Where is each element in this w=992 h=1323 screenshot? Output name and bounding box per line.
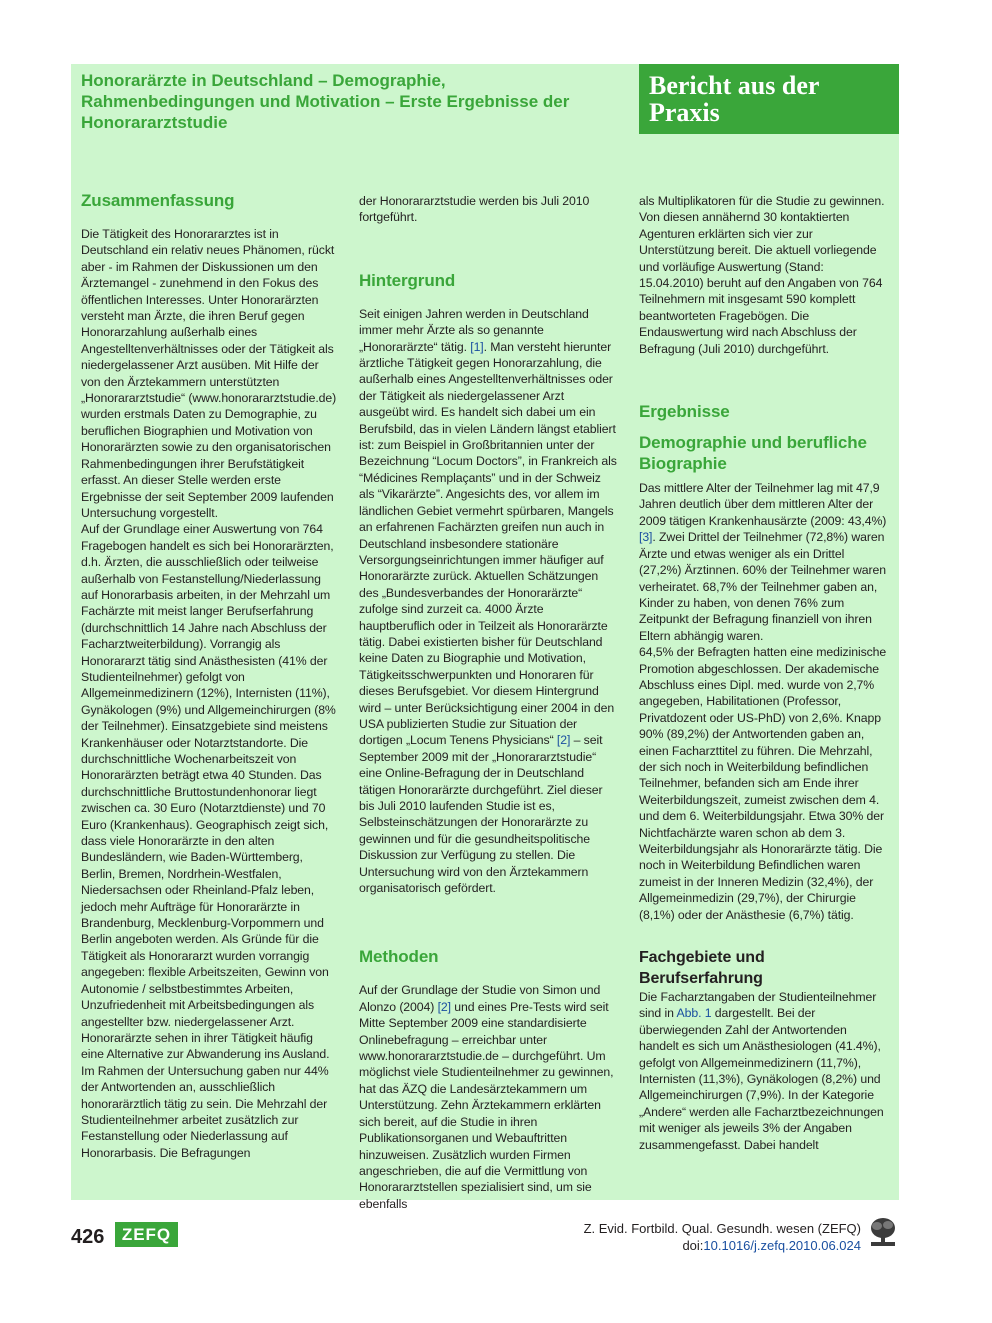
heading-demographie: Demographie und berufliche Biographie xyxy=(639,433,867,474)
heading-ergebnisse: Ergebnisse xyxy=(639,402,730,422)
section-label: Bericht aus der Praxis xyxy=(639,64,899,134)
demographie-paragraph-1: Das mittlere Alter der Teilnehmer lag mit 47,9 Jahren deutlich über dem mittleren Alter der 2009 tätigen Krankenhausärzte (2009: 43,4%) [3]. Zwei Drittel der Teilnehmer (72,8%) waren Ärzte und etwas weniger als ein Drittel (27,2%) Ärztinnen. 60% der Teilnehmer waren verheiratet. 68,7% der Teilnehmer gaben an, Kinder zu haben, von denen 76% zum Zeitpunkt der Befragung finanziell von ihren Eltern abhängig waren. xyxy=(639,481,887,643)
hintergrund-paragraph: Seit einigen Jahren werden in Deutschland immer mehr Ärzte als so genannte „Honorarärzte“ tätig. [1]. Man versteht hierunter ärztliche Tätigkeit gegen Honorarzahlung, die außerhalb eines Angestelltenverhältnisses oder der Tätigkeit als niedergelassener Arzt ausgeübt wird. Es handelt sich dabei um ein Berufsbild, das in vielen Ländern längst etabliert ist: zum Beispiel in Großbritannien unter der Bezeichnung “Locum Doctors”, in Frankreich als “Médicines Remplaçants” und in der Schweiz als “Vikarärzte”. Angesichts des, vor allem im ländlichen Gebiet vermehrt spürbaren, Mangels an erfahrenen Fachärzten greifen nun auch in Deutschland insbesondere stationäre Versorgungseinrichtungen immer häufiger auf Honorarärzte zurück. Aktuellen Schätzungen des „Bundesverbandes der Honorarärzte“ zufolge sind zurzeit ca. 4000 Ärzte hauptberuflich oder in Teilzeit als Honorarärzte tätig. Dabei existierten bisher für Deutschland keine Daten zu Biographie und Motivation, Tätigkeitsschwerpunkten und Honoraren für dieses Berufsgebiet. Vor diesem Hintergrund wird – unter Berücksichtigung einer 2004 in den USA publizierten Studie zur Situation der dortigen „Locum Tenens Physicians“ [2] – seit September 2009 mit der „Honorararztstudie“ eine Online-Befragung der in Deutschland tätigen Honorarärzte durchgeführt. Ziel dieser bis Juli 2010 laufenden Studie ist es, Selbsteinschätzungen der Honorarärzte zu gewinnen und für die gesundheitspolitische Diskussion zur Verfügung zu stellen. Die Untersuchung wird von den Ärztekammern organisatorisch gefördert. xyxy=(359,306,617,896)
journal-name: Z. Evid. Fortbild. Qual. Gesundh. wesen (ZEFQ) xyxy=(583,1221,861,1236)
reference-link-2b[interactable]: [2] xyxy=(437,999,451,1014)
journal-citation xyxy=(584,1220,861,1254)
column-2 xyxy=(359,193,617,1212)
figure-link-abb1[interactable]: Abb. 1 xyxy=(676,1006,712,1021)
demographie-paragraph-2: 64,5% der Befragten hatten eine medizinische Promotion abgeschlossen. Der akademische Abschluss eines Dipl. med. wurde von 2,7% angegeben, Habilitationen (Professor, Privatdozent oder US-PhD) von 2,6%. Knapp 90% (89,2%) der Antwortenden gaben an, einen Facharzttitel zu führen. Die Mehrzahl, der sich noch in Weiterbildung befindlichen Teilnehmer, befanden sich am Ende ihrer Weiterbildungszeit, zumeist zwischen dem 4. und dem 6. Weiterbildungsjahr. Etwa 30% der Nichtfachärzte waren schon ab dem 3. Weiterbildungsjahr als Honorarärzte tätig. Die noch in Weiterbildung Befindlichen waren zumeist in der Inneren Medizin (32,4%), der Allgemeinmedizin (29,7%), der Chirurgie (8,1%) oder der Anästhesie (6,7%) tätig. xyxy=(639,645,887,922)
fachgebiete-paragraph: Die Facharztangaben der Studienteilnehmer sind in Abb. 1 dargestellt. Bei der überwiegenden Zahl der Antwortenden handelt es sich um Anästhesiologen (41.4%), gefolgt von Allgemeinmedizinern (11,7%), Internisten (11,3%), Gynäkologen (8,2%) und Allgemeinchirurgen (7,9%). In der Kategorie „Andere“ werden alle Facharztbezeichnungen mit weniger als jeweils 3% der Angaben zusammengefasst. Dabei handelt xyxy=(639,990,884,1152)
doi-link[interactable]: 10.1016/j.zefq.2010.06.024 xyxy=(703,1238,861,1253)
doi-line: doi:10.1016/j.zefq.2010.06.024 xyxy=(682,1238,861,1253)
reference-link-1[interactable]: [1] xyxy=(470,339,484,354)
reference-link-3[interactable]: [3] xyxy=(639,530,653,545)
article-title: Honorarärzte in Deutschland – Demographie, Rahmenbedingungen und Motivation – Erste Ergebnisse der Honorararztstudie xyxy=(81,71,570,132)
methoden-paragraph: Auf der Grundlage der Studie von Simon und Alonzo (2004) [2] und eines Pre-Tests wird seit Mitte September 2009 eine standardisierte Onlinebefragung – erreichbar unter www.honorararztstudie.de – durchgeführt. Um möglichst viele Studienteilnehmer zu gewinnen, hat das ÄZQ die Landesärztekammern um Unterstützung. Zehn Ärztekammern erklärten sich bereit, auf die Studie in ihren Publikationsorganen und Webauftritten hinzuweisen. Zusätzlich wurden Firmen angeschrieben, die auf die Vermittlung von Honorararztstellen spezialisiert sind, um sie ebenfalls xyxy=(359,983,614,1211)
heading-methoden: Methoden xyxy=(359,947,439,967)
abstract-paragraph-1: Die Tätigkeit des Honorararztes ist in Deutschland ein relativ neues Phänomen, rückt aber - im Rahmen der Diskussionen um den Ärztemangel - zunehmend in den Fokus des öffentlichen Interesses. Unter Honorarärzten versteht man Ärzte, die ihren Beruf gegen Honorarzahlung außerhalb eines Angestelltenverhältnisses oder der Tätigkeit als niedergelassener Arzt ausüben. Mit Hilfe der von den Ärztekammern unterstützten „Honorararztstudie“ (www.honorararztstudie.de) wurden erstmals Daten zu Demographie, zu beruflichen Biographien und Motivation von Honorarärzten sowie zu den organisatorischen Rahmenbedingungen ihrer Berufstätigkeit erfasst. An dieser Stelle werden erste Ergebnisse der seit September 2009 laufenden Untersuchung vorgestellt. xyxy=(81,227,337,520)
publisher-tree-logo-icon xyxy=(868,1216,898,1248)
methoden-continuation: als Multiplikatoren für die Studie zu gewinnen. Von diesen annähernd 30 kontaktierten Agenturen erklärten sich vier zur Unterstützung bereit. Die aktuell vorliegende und vorläufige Auswertung (Stand: 15.04.2010) beruht auf den Angaben von 764 Teilnehmern mit insgesamt 590 komplett beantworteten Fragebögen. Die Endauswertung wird nach Abschluss der Befragung (Juli 2010) durchgeführt. xyxy=(639,194,885,356)
heading-zusammenfassung: Zusammenfassung xyxy=(81,191,235,210)
heading-fachgebiete: Fachgebiete und Berufserfahrung xyxy=(639,949,765,988)
journal-badge: ZEFQ xyxy=(115,1222,178,1247)
reference-link-2[interactable]: [2] xyxy=(556,733,571,748)
abstract-continuation: der Honorararztstudie werden bis Juli 2010 fortgeführt. xyxy=(359,194,590,225)
column-1 xyxy=(81,190,339,1161)
page-number: 426 xyxy=(71,1226,105,1248)
heading-hintergrund: Hintergrund xyxy=(359,270,456,290)
column-3 xyxy=(639,193,889,1153)
abstract-paragraph-2: Auf der Grundlage einer Auswertung von 764 Fragebogen handelt es sich bei Honorarärzten, d.h. Ärzten, die ausschließlich oder teilweise außerhalb von Festanstellung/Niederlassung auf Honorarbasis arbeiten, in der Mehrzahl um Fachärzte mit meist langer Berufserfahrung (durchschnittlich 14 Jahre nach Abschluss der Facharztweiterbildung). Vorrangig als Honorararzt tätig sind Anästhesisten (41% der Studienteilnehmer) gefolgt von Allgemeinmedizinern (12%), Internisten (11%), Gynäkologen (9%) und Allgemeinchirurgen (8% der Teilnehmer). Einsatzgebiete sind meistens Krankenhäuser oder Notarztstandorte. Die durchschnittliche Wochenarbeitszeit von Honorarärzten beträgt etwa 40 Stunden. Das durchschnittliche Bruttostundenhonorar liegt zwischen ca. 30 Euro (Notarztdienste) und 70 Euro (Krankenhaus). Geographisch zeigt sich, dass viele Honorarärzte in den alten Bundesländern, wie Baden-Württemberg, Berlin, Bremen, Nordrhein-Westfalen, Niedersachsen oder Rheinland-Pfalz leben, jedoch mehr Aufträge für Honorarärzte in Brandenburg, Mecklenburg-Vorpommern und Berlin angeboten werden. Als Gründe für die Tätigkeit als Honorararzt wurden vorrangig angegeben: flexible Arbeitszeiten, Gewinn von Autonomie / selbstbestimmtes Arbeiten, Unzufriedenheit mit Arbeitsbedingungen als angestellter bzw. niedergelassener Arzt. Honorarärzte sehen in ihrer Tätigkeit häufig eine Alternative zur Abwanderung ins Ausland. Im Rahmen der Untersuchung gaben nur 44% der Antwortenden an, ausschließlich honorarärztlich tätig zu sein. Die Mehrzahl der Studienteilnehmer arbeitet zusätzlich zur Festanstellung oder Niederlassung auf Honorarbasis. Die Befragungen xyxy=(81,522,336,1160)
